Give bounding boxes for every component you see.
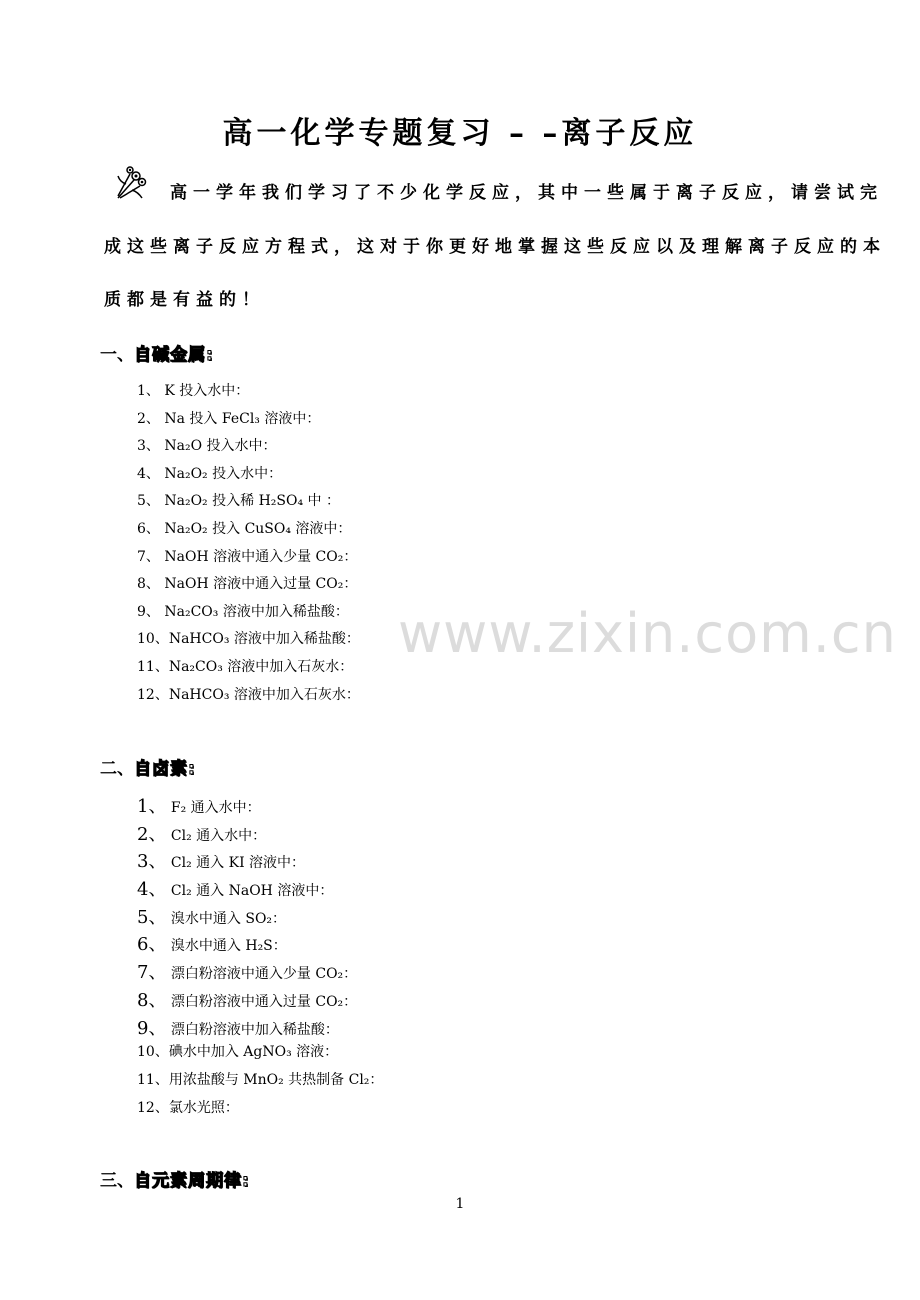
- item-text: NaHCO₃ 溶液中加入稀盐酸：: [168, 631, 360, 648]
- intro-line-3: 质都是有益的！: [104, 290, 265, 310]
- item-text: 氯水光照：: [168, 1099, 239, 1116]
- item-number: 8、: [137, 576, 160, 593]
- item-text: Na₂O₂ 投入稀 H₂SO₄ 中 ：: [164, 493, 340, 510]
- list-item: [137, 792, 383, 820]
- item-number: 10、: [137, 631, 169, 648]
- item-number: 7、: [137, 548, 160, 565]
- intro-line-2: 成这些离子反应方程式，这对于你更好地掌握这些反应以及理解离子反应的本: [104, 237, 886, 257]
- item-text: Cl₂ 通入 KI 溶液中：: [170, 855, 306, 872]
- section-heading-periodic-law: [100, 1166, 250, 1191]
- section-title: 自卤素:: [134, 759, 196, 779]
- item-text: Cl₂ 通入水中：: [170, 827, 267, 844]
- item-text: K 投入水中：: [164, 383, 250, 399]
- item-text: NaHCO₃ 溶液中加入石灰水：: [168, 686, 360, 703]
- item-number: 2、: [137, 410, 160, 427]
- watermark: www.zixin.com.cn: [398, 602, 897, 665]
- item-number: 9、: [137, 1017, 167, 1039]
- list-item: [137, 546, 360, 574]
- item-text: NaOH 溶液中通入少量 CO₂：: [164, 548, 358, 565]
- item-number: 1、: [137, 796, 167, 817]
- item-text: Na 投入 FeCl₃ 溶液中：: [164, 410, 321, 427]
- item-number: 6、: [137, 520, 160, 537]
- list-item: [137, 875, 383, 903]
- item-number: 3、: [137, 851, 167, 873]
- item-number: 6、: [137, 934, 167, 956]
- item-text: Na₂CO₃ 溶液中加入稀盐酸：: [164, 603, 349, 620]
- list-item: [137, 1014, 383, 1042]
- item-text: 用浓盐酸与 MnO₂ 共热制备 Cl₂：: [168, 1071, 384, 1088]
- item-number: 2、: [137, 823, 167, 845]
- item-number: 3、: [137, 438, 160, 455]
- list-item: [137, 435, 360, 463]
- item-number: 4、: [137, 879, 167, 901]
- item-number: 12、: [137, 1099, 169, 1116]
- list-item: [137, 463, 360, 491]
- list-item: [137, 490, 360, 518]
- item-number: 1、: [137, 383, 160, 399]
- item-number: 11、: [137, 658, 169, 675]
- list-item: [137, 903, 383, 931]
- alkali-metal-reaction-list: [137, 380, 360, 711]
- item-number: 8、: [137, 989, 167, 1011]
- item-text: Cl₂ 通入 NaOH 溶液中：: [170, 883, 334, 900]
- section-marker: 一、: [100, 345, 134, 365]
- item-number: 10、: [137, 1044, 169, 1061]
- intro-line-1: 高一学年我们学习了不少化学反应，其中一些属于离子反应，请尝试完: [170, 183, 883, 203]
- page-title: 高一化学专题复习 – –离子反应: [222, 116, 698, 151]
- item-text: Na₂CO₃ 溶液中加入石灰水：: [168, 658, 354, 675]
- item-number: 9、: [137, 603, 160, 620]
- list-item: [137, 628, 360, 656]
- item-text: Na₂O₂ 投入水中：: [164, 465, 283, 482]
- list-item: [137, 958, 383, 986]
- item-number: 12、: [137, 686, 169, 703]
- item-text: 溴水中通入 SO₂：: [170, 910, 287, 927]
- list-item: [137, 408, 360, 436]
- item-text: 溴水中通入 H₂S：: [170, 938, 287, 955]
- list-item: [137, 1097, 383, 1125]
- flower-sprig-icon: [112, 160, 156, 204]
- section-title: 自元素周期律:: [134, 1171, 250, 1191]
- list-item: [137, 518, 360, 546]
- item-text: F₂ 通入水中：: [170, 800, 261, 816]
- list-item: [137, 1069, 383, 1097]
- item-text: 漂白粉溶液中通入少量 CO₂：: [170, 966, 358, 983]
- list-item: [137, 986, 383, 1014]
- item-number: 5、: [137, 906, 167, 928]
- list-item: [137, 380, 360, 408]
- section-title: 自碱金属:: [134, 345, 214, 365]
- item-text: 漂白粉溶液中通入过量 CO₂：: [170, 993, 358, 1010]
- item-text: 碘水中加入 AgNO₃ 溶液：: [168, 1044, 339, 1061]
- list-item: [137, 820, 383, 848]
- item-number: 11、: [137, 1071, 169, 1088]
- item-number: 7、: [137, 962, 167, 984]
- item-number: 5、: [137, 493, 160, 510]
- item-number: 4、: [137, 465, 160, 482]
- halogen-reaction-list: [137, 792, 383, 1124]
- list-item: [137, 656, 360, 684]
- list-item: [137, 601, 360, 629]
- section-marker: 二、: [100, 759, 134, 779]
- item-text: NaOH 溶液中通入过量 CO₂：: [164, 576, 358, 593]
- list-item: [137, 684, 360, 712]
- item-text: 漂白粉溶液中加入稀盐酸：: [170, 1021, 339, 1038]
- item-text: Na₂O 投入水中：: [164, 438, 277, 455]
- list-item: [137, 1041, 383, 1069]
- list-item: [137, 573, 360, 601]
- page-number: 1: [455, 1196, 465, 1212]
- section-heading-alkali-metals: [100, 340, 214, 365]
- section-heading-halogens: [100, 754, 196, 779]
- list-item: [137, 930, 383, 958]
- section-marker: 三、: [100, 1171, 134, 1191]
- list-item: [137, 847, 383, 875]
- item-text: Na₂O₂ 投入 CuSO₄ 溶液中：: [164, 520, 352, 537]
